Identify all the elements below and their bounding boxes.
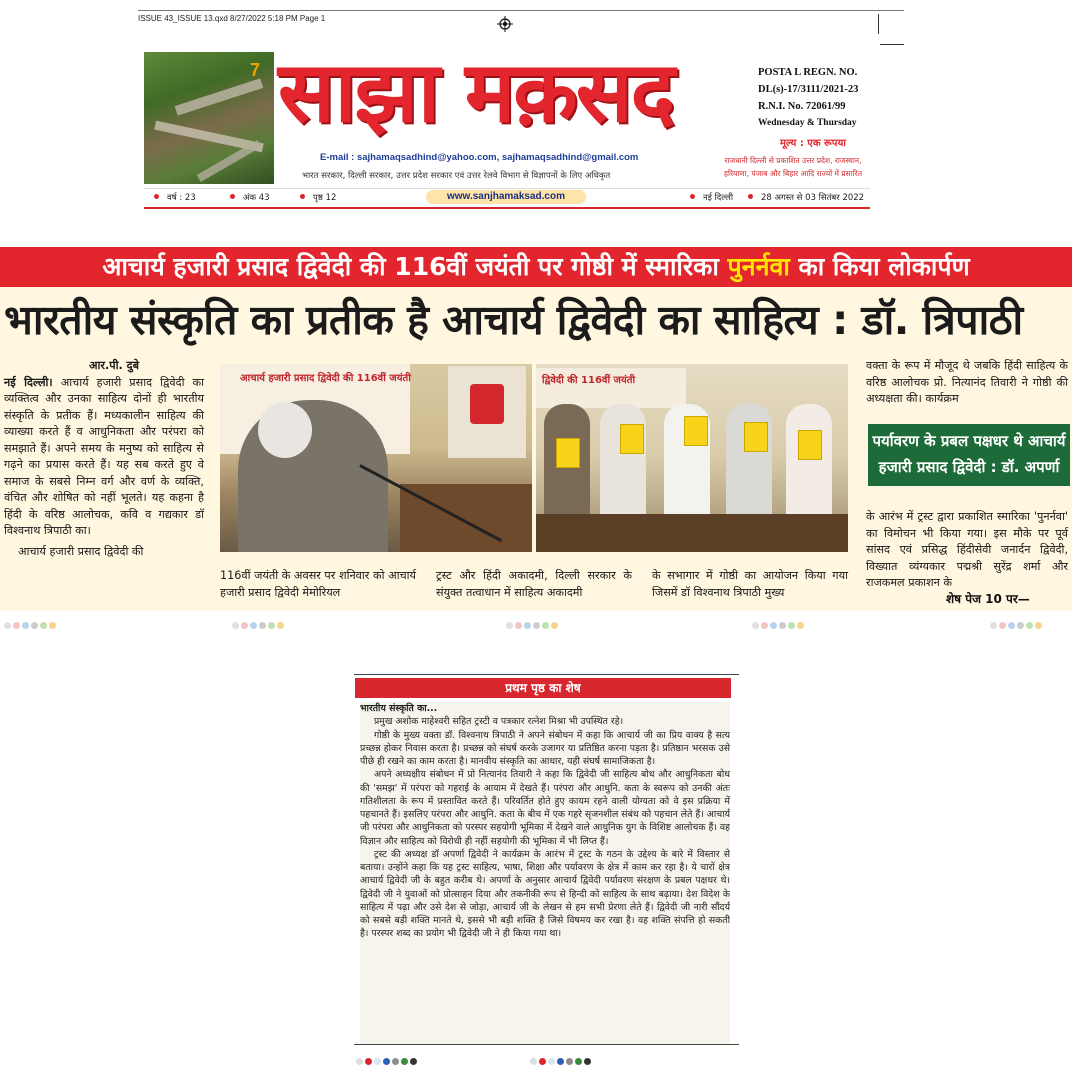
byline: आर.पी. दुबे	[89, 359, 139, 372]
continuation-paragraph: गोष्ठी के मुख्य वक्ता डॉ. विश्वनाथ त्रिपाठी ने अपने संबोधन में कहा कि आचार्य जी का प्रिय वाक्य है सत्य प्रच्छन्न होकर निवास करता है। प्रच्छन्न को संघर्ष करके उजागर या प्रतिष्ठित करना पड़ता है। प्रतिष्ठान भरसक उसे पीछे ही रखने का काम करता है। मानवीय संस्कृति का आधार, यही संघर्ष सामाजिकता है।	[360, 729, 730, 767]
price-label: मूल्य : एक रूपया	[780, 138, 846, 149]
decorative-dots	[356, 1050, 419, 1058]
reg-line: Wednesday & Thursday	[758, 118, 857, 128]
dateline: नई दिल्ली।	[4, 375, 53, 389]
decorative-dots	[4, 614, 58, 622]
article-body-tail: आचार्य हजारी प्रसाद द्विवेदी की	[18, 544, 144, 558]
print-rule	[138, 10, 904, 11]
caption-text: ट्रस्ट और हिंदी अकादमी, दिल्ली सरकार के संयुक्त तत्वाधान में साहित्य अकादमी	[436, 569, 632, 599]
reg-line: R.N.I. No. 72061/99	[758, 101, 846, 112]
article-body: के आरंभ में ट्रस्ट द्वारा प्रकाशित स्मारिका 'पुनर्नवा' का विमोचन भी किया गया। इस मौके पर पूर्व सांसद एवं प्रसिद्ध हिंदीसेवी जनार्दन द्विवेदी, विख्यात व्यंग्यकार पद्मश्री सुरेंद्र शर्मा और राजकमल प्रकाशन के	[866, 510, 1068, 590]
masthead-email: E-mail : sajhamaqsadhind@yahoo.com, sajhamaqsadhind@gmail.com	[320, 152, 639, 163]
continuation-paragraph: प्रमुख अशोक माहेश्वरी सहित ट्रस्टी व पत्रकार रत्नेश मिश्रा भी उपस्थित रहे।	[374, 716, 624, 728]
article-column-4-top	[866, 358, 1068, 408]
pages-label: पृष्ठ 12	[300, 192, 336, 203]
event-photo-launch	[536, 364, 848, 552]
registration-block	[758, 64, 876, 132]
city-label: नई दिल्ली	[690, 192, 733, 203]
continuation-paragraph: अपने अध्यक्षीय संबोधन में प्रो नित्यानंद तिवारी ने कहा कि द्विवेदी जी साहित्य बोध और आधुनिकता बोध की 'समझ' में परंपरा को गहराई के आयाम में देखते हैं। परंपरा और आधुनि. कता के स्वरूप को उनकी अंतः गतिशीलता के रूप में प्रस्तावित करते हैं। परिवर्तित होते हुए कायम रहने वाली योग्यता को वे इस प्रक्रिया में पहचानते हैं। इसलिए परंपरा और आधुनि. कता के बीच में एक गहरे सृजनशील संबंध को पहचान लेते हैं। आचार्य जी परंपरा और आधुनिकता को परस्पर सहयोगी भूमिका में देखने वाले आधुनिक युग के विशिष्ट आलोचक हैं। वह विज्ञान और साहित्य को विरोधी ही नहीं सहयोगी की भूमिका में भी लिप्त हैं।	[360, 769, 730, 847]
issue-label: अंक 43	[230, 192, 270, 203]
masthead-authorization: भारत सरकार, दिल्ली सरकार, उत्तर प्रदेश सरकार एवं उत्तर रेलवे विभाग से विज्ञापनों के लिए अधिकृत	[302, 171, 611, 181]
newspaper-title: साझा मक़सद	[278, 43, 674, 141]
article-body: वक्ता के रूप में मौजूद थे जबकि हिंदी साहित्य के वरिष्ठ आलोचक प्रो. नित्यानंद तिवारी ने गोष्ठी की अध्यक्षता की। कार्यक्रम	[866, 359, 1068, 405]
photo-banner-text: द्विवेदी की 116वीं जयंती	[542, 375, 636, 386]
article-body: नई दिल्ली। आचार्य हजारी प्रसाद द्विवेदी का व्यक्तित्व और उनका साहित्य दोनों ही भारतीय संस्कृति के प्रतीक हैं। मध्यकालीन साहित्य की व्याख्या करते हैं व आधुनिकता और परंपरा को समझाते हैं। अपने समय के मनुष्य को साहित्य से गढ़ने का प्रयास करते हैं। यह सब करते हुए वे समाज के सबसे निम्न वर्ग और वर्ण के व्यक्ति, वंचित और शोषित को नहीं भूलते। यह कहना है हिंदी के वरिष्ठ आलोचक, कवि व गद्यकार डॉ विश्वनाथ त्रिपाठी का।	[4, 375, 205, 537]
reg-line: DL(s)-17/3111/2021-23	[758, 84, 859, 95]
article-headline: भारतीय संस्कृति का प्रतीक है आचार्य द्विवेदी का साहित्य : डॉ. त्रिपाठी	[4, 296, 1023, 344]
date-range-label: 28 अगस्त से 03 सितंबर 2022	[748, 192, 864, 203]
crop-mark	[880, 44, 904, 45]
decorative-dots	[232, 614, 286, 622]
decorative-dots	[752, 614, 806, 622]
continuation-paragraph: ट्रस्ट की अध्यक्ष डॉ अपर्णा द्विवेदी ने कार्यक्रम के आरंभ में ट्रस्ट के गठन के उद्देश्य के बारे में विस्तार से बताया। उन्होंने कहा कि यह ट्रस्ट साहित्य, भाषा, शिक्षा और पर्यावरण के क्षेत्र में काम कर रहा है। ये चारों क्षेत्र आचार्य द्विवेदी जी के बहुत करीब थे। अपर्णा के अनुसार आचार्य द्विवेदी पर्यावरण संरक्षण के प्रबल पक्षधर थे। द्विवेदी जी ने युवाओं को प्रोत्साहन दिया और तकनीकी रूप से हिन्दी को साहित्य के साथ बढ़ाया। देश विदेश के साहित्य में पढ़ा और उसे देश से जोड़ा, आचार्य जी के लेखन से हम सभी प्रेरणा लेते हैं। द्विवेदी जी नारी सौंदर्य को सबसे बड़ी शक्ति मानते थे, इससे भी बड़ी शक्ति है जिसे विषमय कर रखा है। वह शक्ति संपत्ति हो सकती है। परस्पर शब्द का प्रयोग भी द्विवेदी जी ने ही किया गया था।	[360, 848, 730, 940]
caption-text: 116वीं जयंती के अवसर पर शनिवार को आचार्य हजारी प्रसाद द्विवेदी मेमोरियल	[220, 569, 416, 599]
continuation-header: प्रथम पृष्ठ का शेष	[355, 678, 731, 698]
kicker-banner: आचार्य हजारी प्रसाद द्विवेदी की 116वीं जयंती पर गोष्ठी में स्मारिका पुनर्नवा का किया लोकार्पण	[0, 247, 1072, 287]
photo-banner-text: आचार्य हजारी प्रसाद द्विवेदी की 116वीं जयंती	[240, 373, 411, 384]
article-column-1	[4, 358, 204, 560]
subheading-line: पर्यावरण के प्रबल पक्षधर थे आचार्य	[872, 432, 1066, 450]
website-link[interactable]: www.sanjhamaksad.com	[426, 190, 586, 204]
registration-mark-icon	[497, 16, 513, 32]
year-label: वर्ष : 23	[154, 192, 196, 203]
decorative-dots	[506, 614, 560, 622]
distribution-note: राजधानी दिल्ली से प्रकाशित उत्तर प्रदेश, राजस्थान, हरियाणा, पंजाब और बिहार आदि राज्यों में प्रसारित	[724, 156, 862, 178]
caption-text: के सभागार में गोष्ठी का आयोजन किया गया जिसमें डॉ विश्वनाथ त्रिपाठी मुख्य	[652, 569, 848, 599]
article-column-4-bottom	[866, 498, 1068, 603]
continuation-body	[360, 702, 730, 1044]
reg-line: POSTA L REGN. NO.	[758, 67, 858, 78]
issue-badge: 7	[250, 60, 261, 80]
print-slug: ISSUE 43_ISSUE 13.qxd 8/27/2022 5:18 PM Page 1	[138, 14, 326, 23]
kicker-highlight: पुनर्नवा	[727, 252, 790, 281]
rule	[354, 1044, 739, 1045]
continued-on-page: शेष पेज 10 पर—	[946, 592, 1030, 606]
rule	[354, 674, 739, 675]
subheading-line: हजारी प्रसाद द्विवेदी : डॉ. अपर्णा	[878, 458, 1060, 476]
decorative-dots	[530, 1050, 593, 1058]
event-photo-speaker	[220, 364, 532, 552]
decorative-dots	[990, 614, 1044, 622]
masthead-info-bar	[144, 188, 870, 209]
continuation-subhead: भारतीय संस्कृति का...	[360, 703, 438, 714]
crop-mark	[878, 14, 879, 34]
subheading-box	[868, 424, 1070, 486]
